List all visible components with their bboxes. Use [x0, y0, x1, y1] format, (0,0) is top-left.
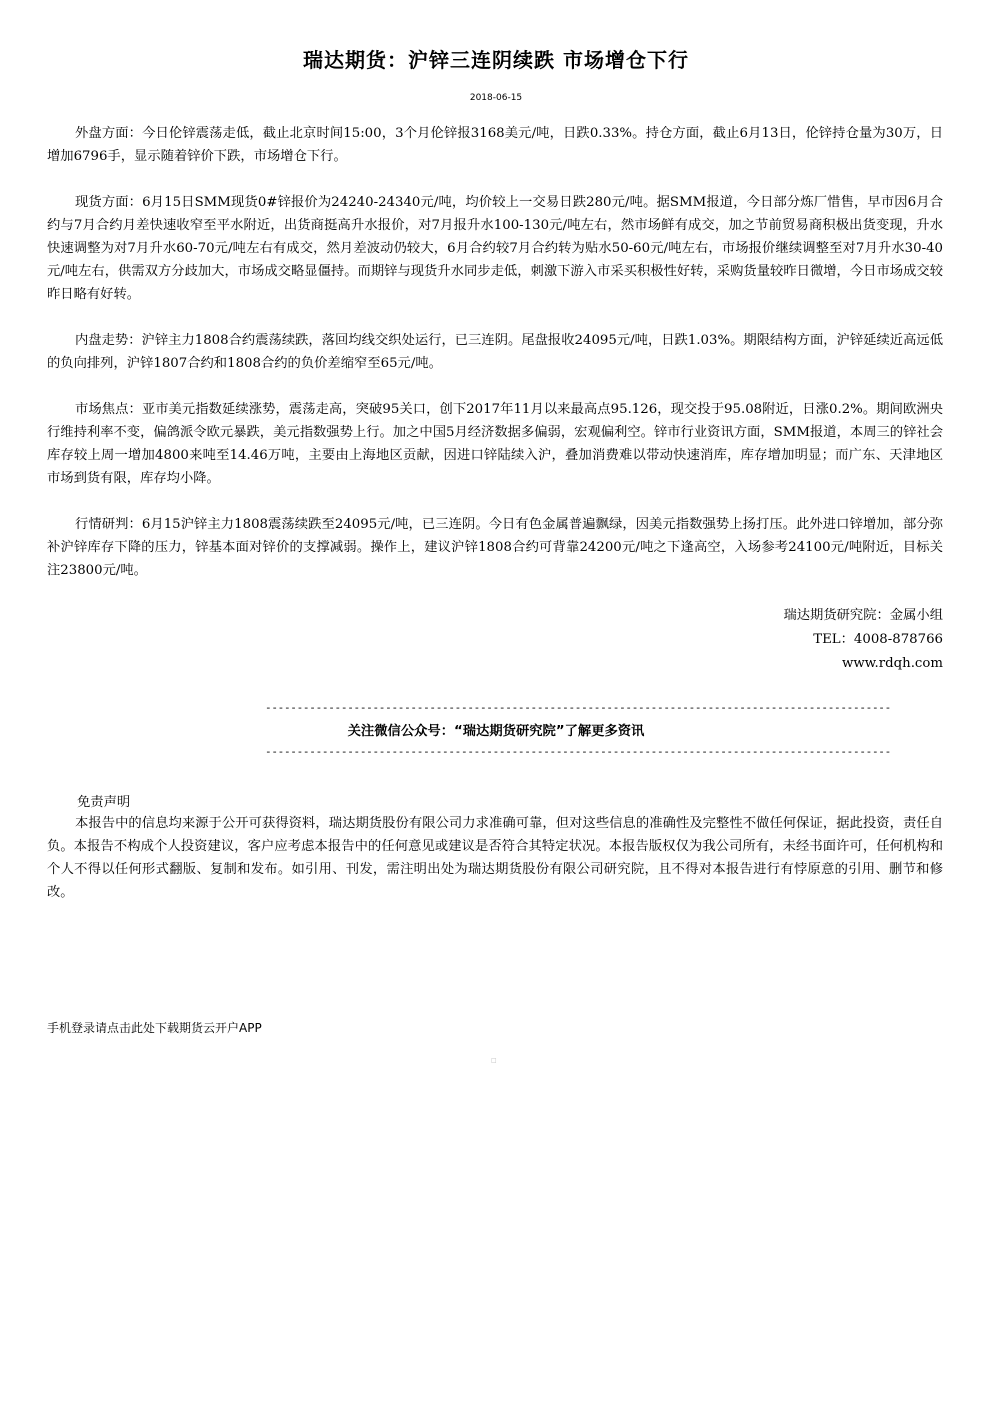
signature-website: www.rdqh.com: [841, 656, 943, 671]
divider-top: ---------------------------------------------------------------------------------------------------: [265, 701, 891, 714]
disclaimer-body: 本报告中的信息均来源于公开可获得资料，瑞达期货股份有限公司力求准确可靠，但对这些信息的准确性及完整性不做任何保证，据此投资，责任自负。本报告不构成个人投资建议，客户应考虑本报告中的任何意见或建议是否符合其特定状况。本报告版权仅为我公司所有，未经书面许可，任何机构和个人不得以任何形式翻版、复制和发布。如引用、刊发，需注明出处为瑞达期货股份有限公司研究院，且不得对本报告进行有悖原意的引用、删节和修改。: [47, 816, 943, 900]
wechat-follow-notice: 关注微信公众号：“瑞达期货研究院”了解更多资讯: [347, 724, 645, 739]
paragraph-outlook: 行情研判：6月15沪锌主力1808震荡续跌至24095元/吨，已三连阴。今日有色金属普遍飘绿，因美元指数强势上扬打压。此外进口锌增加，部分弥补沪锌库存下降的压力，锌基本面对锌价的支撑减弱。操作上，建议沪锌1808合约可背靠24200元/吨之下逢高空，入场参考24100元/吨附近，目标关注23800元/吨。: [47, 517, 943, 578]
signature-tel: TEL：4008-878766: [813, 632, 943, 647]
download-app-link[interactable]: 手机登录请点击此处下载期货云开户APP: [47, 1021, 262, 1035]
page-mark: □: [491, 1057, 497, 1064]
signature-block: [783, 604, 943, 676]
article-title: 瑞达期货：沪锌三连阴续跌 市场增仓下行: [303, 48, 689, 72]
signature-org: 瑞达期货研究院：金属小组: [783, 608, 943, 623]
paragraph-external-market: 外盘方面：今日伦锌震荡走低，截止北京时间15:00，3个月伦锌报3168美元/吨，日跌0.33%。持仓方面，截止6月13日，伦锌持仓量为30万，日增加6796手，显示随着锌价下跌，市场增仓下行。: [47, 126, 943, 164]
divider-bottom: ---------------------------------------------------------------------------------------------------: [265, 745, 891, 758]
paragraph-domestic-trend: 内盘走势：沪锌主力1808合约震荡续跌，落回均线交织处运行，已三连阴。尾盘报收24095元/吨，日跌1.03%。期限结构方面，沪锌延续近高远低的负向排列，沪锌1807合约和1808合约的负价差缩窄至65元/吨。: [47, 333, 943, 371]
article-body: [47, 122, 943, 605]
paragraph-market-focus: 市场焦点：亚市美元指数延续涨势，震荡走高，突破95关口，创下2017年11月以来最高点95.126，现交投于95.08附近，日涨0.2%。期间欧洲央行维持利率不变，偏鸽派令欧元暴跌，美元指数强势上行。加之中国5月经济数据多偏弱，宏观偏利空。锌市行业资讯方面，SMM报道，本周三的锌社会库存较上周一增加4800来吨至14.46万吨，主要由上海地区贡献，因进口锌陆续入沪，叠加消费难以带动快速消库，库存增加明显；而广东、天津地区市场到货有限，库存均小降。: [47, 402, 943, 486]
paragraph-spot-market: 现货方面：6月15日SMM现货0#锌报价为24240-24340元/吨，均价较上一交易日跌280元/吨。据SMM报道，今日部分炼厂惜售，早市因6月合约与7月合约月差快速收窄至平水附近，出货商挺高升水报价，对7月报升水100-130元/吨左右，然市场鲜有成交，加之节前贸易商积极出货变现，升水快速调整为对7月升水60-70元/吨左右有成交，然月差波动仍较大，6月合约较7月合约转为贴水50-60元/吨左右，市场报价继续调整至对7月升水30-40元/吨左右，供需双方分歧加大，市场成交略显僵持。而期锌与现货升水同步走低，刺激下游入市采买积极性好转，采购货量较昨日微增，今日市场成交较昨日略有好转。: [47, 195, 943, 302]
disclaimer-title: 免责声明: [77, 795, 131, 810]
publish-date: 2018-06-15: [469, 93, 523, 103]
